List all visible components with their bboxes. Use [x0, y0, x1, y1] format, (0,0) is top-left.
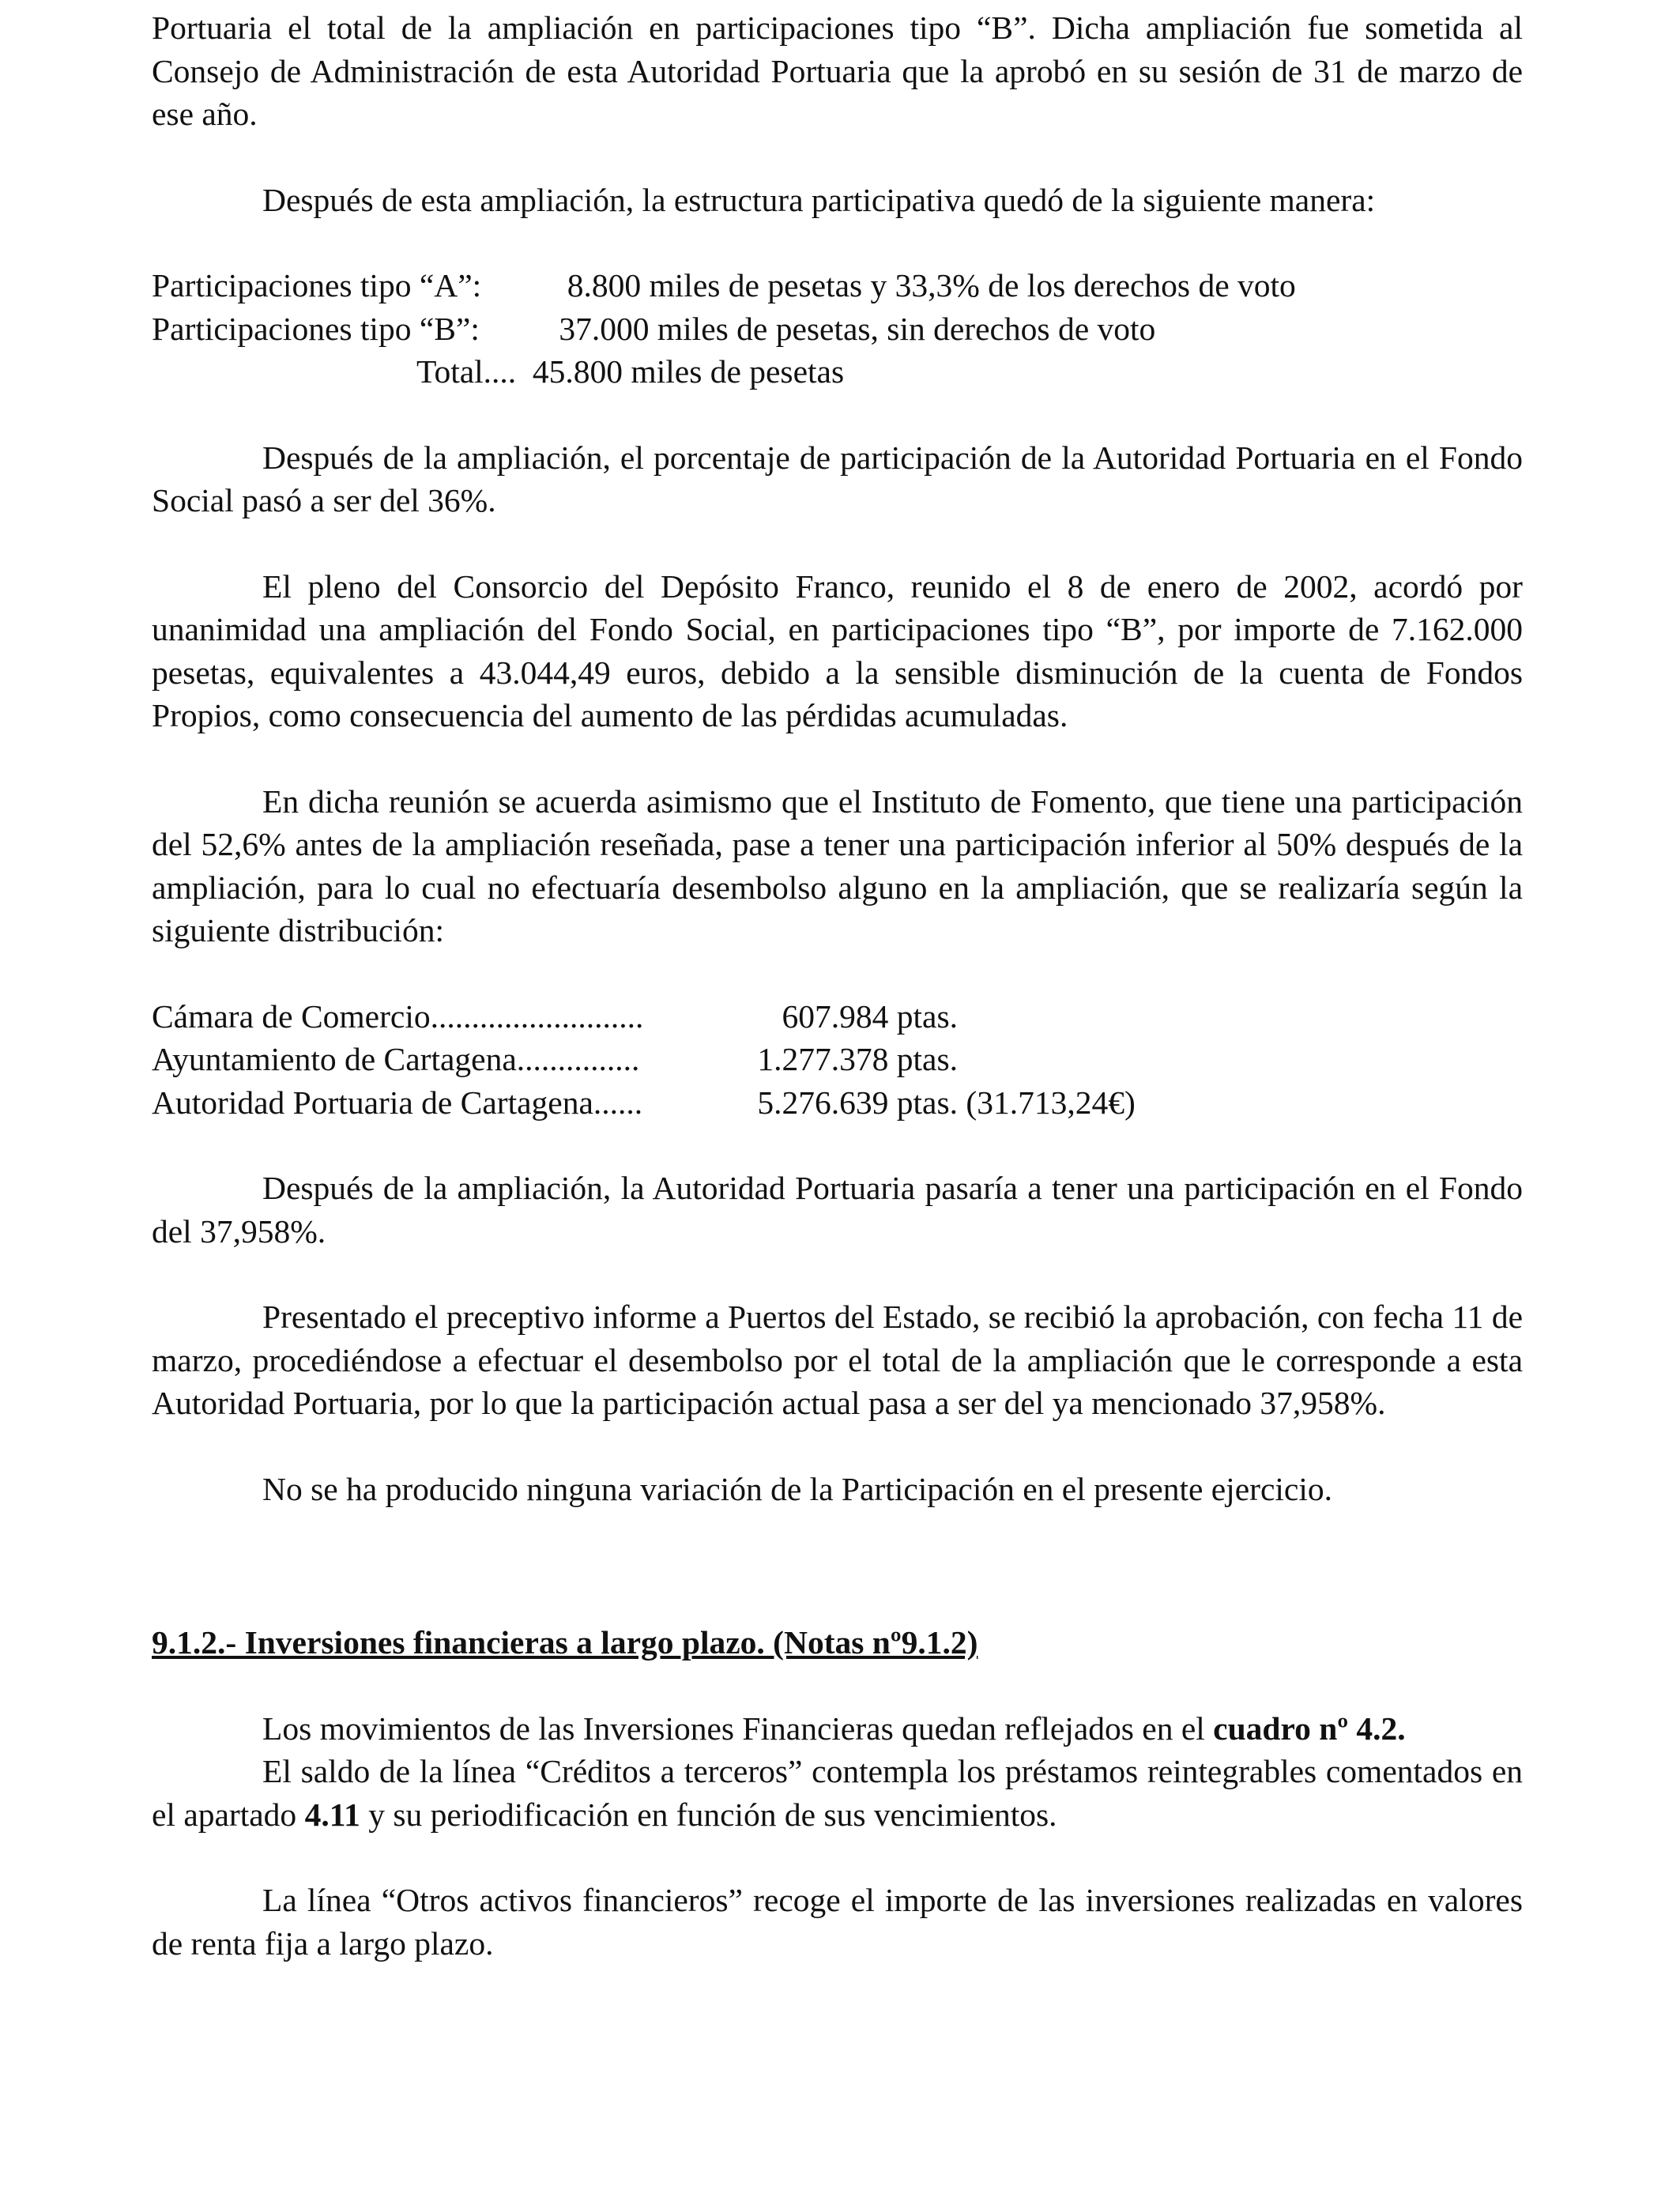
participacion-total: Total.... 45.800 miles de pesetas [416, 353, 845, 390]
participacion-row-b [152, 307, 1523, 351]
distribucion-label: Autoridad Portuaria de Cartagena...... [152, 1084, 643, 1121]
document-page [152, 6, 1523, 1965]
participacion-label: Participaciones tipo “B”: [152, 310, 480, 347]
distribucion-row [152, 995, 1523, 1039]
distribucion-label: Cámara de Comercio.......................... [152, 997, 644, 1035]
paragraph-creditos-terceros: El saldo de la línea “Créditos a terceros” contempla los préstamos reintegrables comentados en el apartado 4.11 y su periodificación en función de sus vencimientos. [152, 1753, 1523, 1833]
distribucion-amount: 5.276.639 ptas. [757, 1084, 958, 1121]
participacion-value: 37.000 miles de pesetas, sin derechos de voto [551, 310, 1156, 347]
paragraph-otros-activos: La línea “Otros activos financieros” recoge el importe de las inversiones realizadas en valores de renta fija a largo plazo. [152, 1882, 1523, 1962]
distribucion-amount: 607.984 ptas. [782, 997, 958, 1035]
section-heading: 9.1.2.- Inversiones financieras a largo plazo. (Notas nº9.1.2) [152, 1624, 978, 1661]
participacion-label: Participaciones tipo “A”: [152, 267, 482, 303]
paragraph-ampliacion-intro: Portuaria el total de la ampliación en participaciones tipo “B”. Dicha ampliación fue sometida al Consejo de Administración de esta Autoridad Portuaria que la aprobó en su sesión de 31 de marzo de ese año. [152, 9, 1523, 132]
paragraph-participacion-37958: Después de la ampliación, la Autoridad Portuaria pasaría a tener una participación en el Fondo del 37,958%. [152, 1170, 1523, 1250]
paragraph-porcentaje-36: Después de la ampliación, el porcentaje de participación de la Autoridad Portuaria en el Fondo Social pasó a ser del 36%. [152, 439, 1523, 518]
cuadro-reference: cuadro nº 4.2. [1213, 1710, 1406, 1747]
paragraph-movimientos: Los movimientos de las Inversiones Financieras quedan reflejados en el cuadro nº 4.2. [262, 1710, 1406, 1747]
distribucion-row [152, 1038, 1523, 1081]
distribucion-row [152, 1081, 1523, 1125]
participaciones-list [152, 264, 1523, 394]
paragraph-estructura: Después de esta ampliación, la estructura participativa quedó de la siguiente manera: [262, 181, 1376, 218]
participacion-value: 8.800 miles de pesetas y 33,3% de los derechos de voto [551, 267, 1296, 303]
paragraph-pleno-consorcio: El pleno del Consorcio del Depósito Franco, reunido el 8 de enero de 2002, acordó por unanimidad una ampliación del Fondo Social, en participaciones tipo “B”, por importe de 7.162.000 pesetas, equivalentes a 43.044,49 euros, debido a la sensible disminución de la cuenta de Fondos Propios, como consecuencia del aumento de las pérdidas acumuladas. [152, 567, 1523, 733]
distribucion-amount: 1.277.378 ptas. [757, 1041, 958, 1077]
paragraph-instituto-fomento: En dicha reunión se acuerda asimismo que el Instituto de Fomento, que tiene una participación del 52,6% antes de la ampliación reseñada, pase a tener una participación inferior al 50% después de la ampliación, para lo cual no efectuaría desembolso alguno en la ampliación, que se realizaría según la siguiente distribución: [152, 782, 1523, 948]
paragraph-sin-variacion: No se ha producido ninguna variación de la Participación en el presente ejercicio. [262, 1470, 1332, 1507]
distribucion-label: Ayuntamiento de Cartagena............... [152, 1041, 640, 1077]
paragraph-puertos-estado: Presentado el preceptivo informe a Puertos del Estado, se recibió la aprobación, con fecha 11 de marzo, procediéndose a efectuar el desembolso por el total de la ampliación que le corresponde a esta Autoridad Portuaria, por lo que la participación actual pasa a ser del ya mencionado 37,958%. [152, 1299, 1523, 1421]
distribucion-list [152, 995, 1523, 1125]
distribucion-extra: (31.713,24€) [958, 1084, 1136, 1121]
apartado-reference: 4.11 [304, 1796, 360, 1833]
participacion-row-a [152, 264, 1523, 307]
